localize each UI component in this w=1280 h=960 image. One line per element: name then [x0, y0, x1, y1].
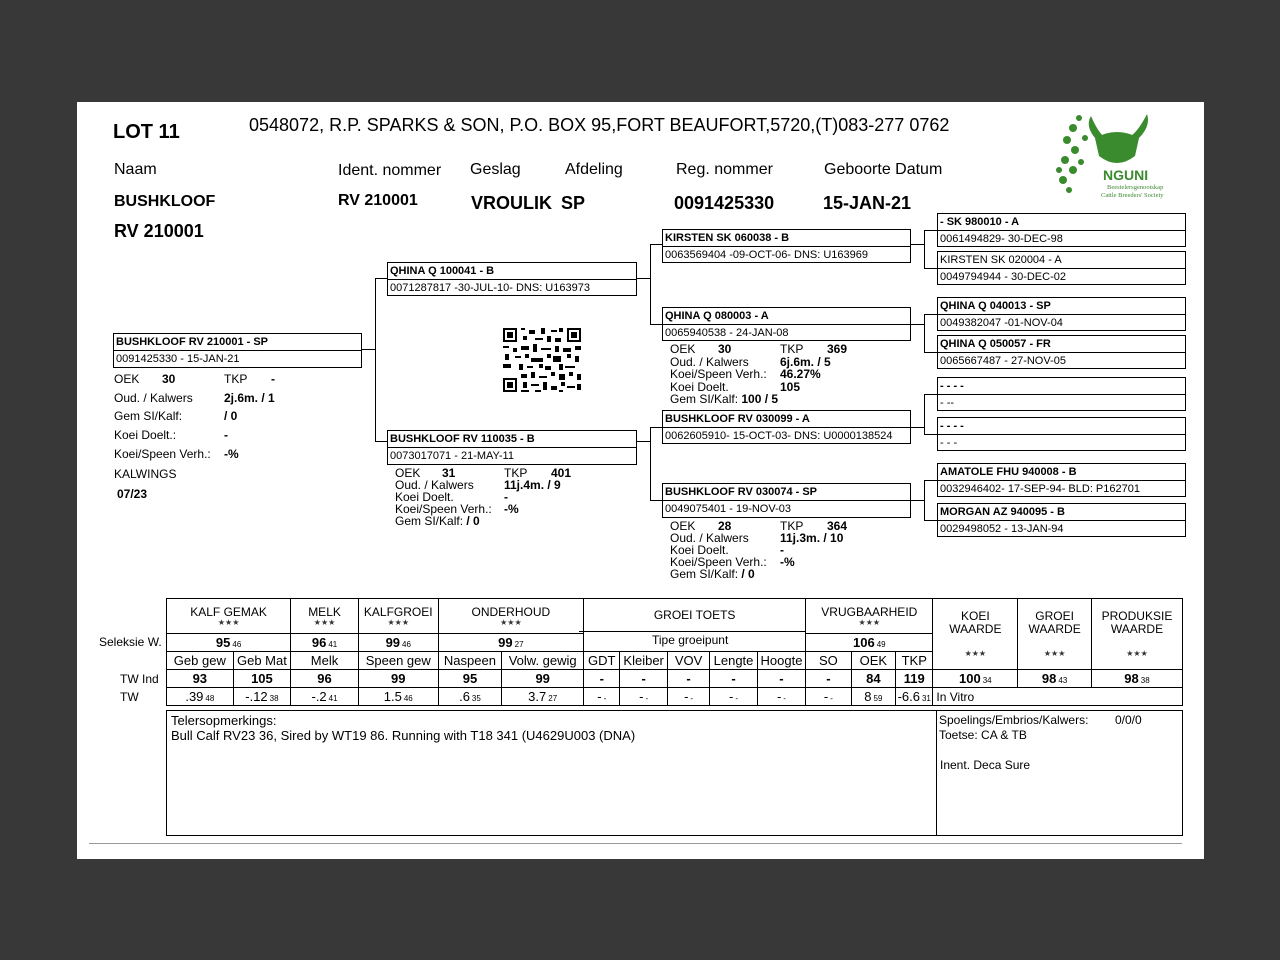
dam-koei-label: Koei Doelt. — [395, 490, 454, 504]
value-dob: 15-JAN-21 — [823, 193, 912, 213]
stars-groei-waarde: ★★★ — [1043, 649, 1066, 658]
embryos-label: Spoelings/Embrios/Kalwers: — [939, 713, 1089, 727]
hdr-groei-waarde-label: GROEI WAARDE — [1028, 609, 1081, 636]
dam-tkp-label: TKP — [504, 466, 528, 480]
dam-detail: 0073017071 - 21-MAY-11 — [390, 450, 514, 462]
tw-cell-0: .39 48 — [167, 688, 234, 706]
label-sex: Geslag — [470, 161, 521, 178]
col-naspeen: Naspeen — [438, 652, 502, 670]
twind-tkp: 119 — [896, 670, 933, 688]
twind-melk: 96 — [291, 670, 359, 688]
tw-cell-2: -.2 41 — [291, 688, 359, 706]
twind-so: - — [806, 670, 851, 688]
dam-speen: -% — [504, 502, 519, 516]
animal-name: BUSHKLOOF RV 210001 - SP — [116, 336, 269, 348]
sire-box — [387, 262, 637, 296]
twind-hoogte: - — [757, 670, 805, 688]
dam-dam-box — [662, 483, 911, 518]
tw-cell-13: -6.6 31 — [896, 688, 933, 706]
dam-gem-label: Gem SI/Kalf: — [395, 514, 464, 528]
sel-onderhoud: 99 27 — [438, 634, 583, 652]
animal-gem-label: Gem SI/Kalf: — [114, 409, 183, 423]
col-melk: Melk — [291, 652, 359, 670]
dam-oud: 11j.4m. / 9 — [504, 478, 561, 492]
tw-cell-10: - - — [757, 688, 805, 706]
label-name: Naam — [114, 161, 157, 178]
qr-code-graphic — [501, 326, 583, 394]
gg-name-4: QHINA Q 050057 - FR — [940, 338, 1051, 350]
dd-koei-label: Koei Doelt. — [670, 543, 729, 557]
hdr-onderhoud-label: ONDERHOUD — [471, 604, 551, 619]
dd-oek: 28 — [718, 519, 732, 533]
gg-detail-5: - -- — [940, 397, 955, 409]
gg-detail-6: - - - — [940, 437, 958, 449]
sd-gem-label: Gem SI/Kalf: — [670, 392, 739, 406]
sd-speen-label: Koei/Speen Verh.: — [670, 367, 767, 381]
animal-oek: 30 — [162, 372, 176, 386]
dd-oek-label: OEK — [670, 519, 696, 533]
hdr-vrugbaarheid-label: VRUGBAARHEID — [821, 604, 918, 619]
gg-box-5 — [937, 377, 1186, 411]
evaluation-table — [166, 598, 1183, 706]
tw-cell-7: - - — [620, 688, 667, 706]
remarks-text: Bull Calf RV23 36, Sired by WT19 86. Running with T18 341 (U4629U003 (DNA) — [171, 728, 636, 743]
gg-detail-2: 0049794944 - 30-DEC-02 — [940, 271, 1066, 283]
tw-label: TW — [120, 690, 139, 704]
koei-waarde-value: 100 34 — [933, 670, 1018, 688]
animal-koei: - — [224, 428, 228, 442]
stars-koei-waarde: ★★★ — [964, 649, 987, 658]
animal-oek-label: OEK — [114, 372, 140, 386]
hdr-groei-toets-label: GROEI TOETS — [653, 608, 736, 622]
col-gdt: GDT — [584, 652, 620, 670]
dam-oek: 31 — [442, 466, 456, 480]
col-hoogte: Hoogte — [757, 652, 805, 670]
tw-cell-6: - - — [584, 688, 620, 706]
tw-cell-3: 1.5 46 — [358, 688, 438, 706]
hdr-onderhoud — [438, 599, 583, 634]
col-vov: VOV — [667, 652, 709, 670]
inent: Inent. Deca Sure — [940, 758, 1031, 772]
gg-box-4 — [937, 335, 1186, 369]
twind-volw-gewig: 99 — [502, 670, 584, 688]
gg-box-8 — [937, 503, 1186, 537]
twind-vov: - — [667, 670, 709, 688]
sd-speen: 46.27% — [780, 367, 821, 381]
hdr-vrugbaarheid — [806, 599, 933, 634]
dam-dam-detail: 0049075401 - 19-NOV-03 — [665, 503, 791, 515]
dam-dam-stats — [670, 519, 848, 581]
label-dob: Geboorte Datum — [824, 161, 943, 178]
tw-cell-11: - - — [806, 688, 851, 706]
dd-speen: -% — [780, 555, 795, 569]
value-ident: RV 210001 — [338, 192, 418, 209]
col-geb-gew: Geb gew — [167, 652, 234, 670]
toetse: Toetse: CA & TB — [939, 728, 1027, 742]
sel-kalfgroei: 99 46 — [358, 634, 438, 652]
groei-waarde-value: 98 43 — [1018, 670, 1092, 688]
dam-speen-label: Koei/Speen Verh.: — [395, 502, 492, 516]
gg-box-2 — [937, 251, 1186, 285]
hdr-melk — [291, 599, 359, 634]
gg-name-3: QHINA Q 040013 - SP — [940, 300, 1051, 312]
col-speen-gew: Speen gew — [358, 652, 438, 670]
gg-detail-4: 0065667487 - 27-NOV-05 — [940, 355, 1066, 367]
dd-tkp-label: TKP — [780, 519, 804, 533]
sire-name: QHINA Q 100041 - B — [390, 265, 495, 277]
sd-gem: 100 / 5 — [741, 392, 779, 406]
sd-koei: 105 — [780, 379, 801, 394]
hdr-melk-label: MELK — [308, 604, 341, 619]
qr-code — [501, 326, 583, 394]
sd-tkp: 369 — [827, 342, 848, 356]
twind-kleiber: - — [620, 670, 667, 688]
animal-oud: 2j.6m. / 1 — [224, 391, 275, 405]
dam-sire-detail: 0062605910- 15-OCT-03- DNS: U0000138524 — [665, 430, 893, 442]
gg-detail-1: 0061494829- 30-DEC-98 — [940, 233, 1063, 245]
tw-ind-row — [167, 670, 1183, 688]
hdr-koei-waarde — [933, 599, 1018, 670]
dd-oud-label: Oud. / Kalwers — [670, 531, 749, 545]
animal-tkp: - — [271, 372, 275, 386]
animal-speen: -% — [224, 447, 239, 461]
dam-tkp: 401 — [551, 466, 572, 480]
dd-gem-label: Gem SI/Kalf: — [670, 567, 739, 581]
animal-koei-label: Koei Doelt.: — [114, 428, 177, 442]
logo-line2: Cattle Breeders' Society — [1101, 192, 1164, 199]
twind-oek: 84 — [851, 670, 895, 688]
lot-sheet — [77, 102, 1204, 859]
stars-melk: ★★★ — [313, 617, 336, 627]
dam-gem: / 0 — [466, 514, 480, 528]
label-ident: Ident. nommer — [338, 162, 442, 179]
tw-cell-9: - - — [710, 688, 757, 706]
sire-sire-box — [662, 229, 911, 263]
stars-produksie-waarde: ★★★ — [1126, 649, 1148, 658]
gg-name-5: - - - - — [940, 380, 964, 392]
sd-koei-label: Koei Doelt. — [670, 379, 729, 394]
stars-vrugbaarheid: ★★★ — [858, 617, 881, 627]
dam-sire-box — [662, 410, 911, 444]
sd-oud: 6j.6m. / 5 — [780, 354, 831, 369]
gg-name-1: - SK 980010 - A — [940, 216, 1020, 228]
hdr-kalf-gemak-label: KALF GEMAK — [190, 604, 267, 619]
hdr-groei-waarde — [1018, 599, 1092, 670]
col-so: SO — [806, 652, 851, 670]
label-section: Afdeling — [565, 161, 623, 178]
gg-detail-3: 0049382047 -01-NOV-04 — [940, 317, 1063, 329]
tw-cell-12: 8 59 — [851, 688, 895, 706]
col-kleiber: Kleiber — [620, 652, 667, 670]
value-name-2: RV 210001 — [114, 221, 204, 241]
sire-sire-detail: 0063569404 -09-OCT-06- DNS: U163969 — [665, 249, 869, 261]
nguni-logo — [1055, 108, 1170, 204]
lot-number: LOT 11 — [113, 121, 180, 143]
hdr-kalf-gemak — [167, 599, 291, 634]
twind-speen-gew: 99 — [358, 670, 438, 688]
animal-speen-label: Koei/Speen Verh.: — [114, 447, 211, 461]
dam-box — [387, 430, 637, 465]
sire-sire-name: KIRSTEN SK 060038 - B — [665, 232, 790, 244]
remarks-box — [166, 710, 1183, 836]
gg-box-3 — [937, 297, 1186, 331]
tw-cell-4: .6 35 — [438, 688, 502, 706]
sire-dam-name: QHINA Q 080003 - A — [665, 310, 769, 322]
dam-koei: - — [504, 490, 508, 504]
sd-oek: 30 — [718, 342, 732, 356]
embryos-value: 0/0/0 — [1115, 713, 1142, 727]
sel-vrugbaarheid: 106 49 — [806, 634, 933, 652]
animal-tkp-label: TKP — [224, 372, 248, 386]
label-reg: Reg. nommer — [676, 161, 773, 178]
hdr-produksie-waarde — [1091, 599, 1182, 670]
gg-box-1 — [937, 213, 1186, 247]
value-reg: 0091425330 — [674, 193, 775, 213]
seleksie-label: Seleksie W. — [99, 635, 162, 649]
value-sex: VROULIK — [471, 193, 552, 213]
twind-geb-gew: 93 — [167, 670, 234, 688]
dam-sire-name: BUSHKLOOF RV 030099 - A — [665, 413, 810, 425]
twind-naspeen: 95 — [438, 670, 502, 688]
dam-oud-label: Oud. / Kalwers — [395, 478, 474, 492]
dd-oud: 11j.3m. / 10 — [780, 531, 844, 545]
animal-oud-label: Oud. / Kalwers — [114, 391, 193, 405]
sd-oek-label: OEK — [670, 342, 696, 356]
col-volw-gewig: Volw. gewig — [502, 652, 584, 670]
remarks-title: Telersopmerkings: — [171, 713, 277, 728]
gg-detail-7: 0032946402- 17-SEP-94- BLD: P162701 — [940, 483, 1140, 495]
tw-ind-label: TW Ind — [120, 672, 159, 686]
in-vitro: In Vitro — [933, 688, 1183, 706]
sel-melk: 96 41 — [291, 634, 359, 652]
dd-speen-label: Koei/Speen Verh.: — [670, 555, 767, 569]
sel-kalf-gemak: 95 46 — [167, 634, 291, 652]
gg-name-7: AMATOLE FHU 940008 - B — [940, 466, 1077, 478]
gg-box-6 — [937, 417, 1186, 451]
animal-box — [113, 333, 362, 368]
dam-stats — [395, 466, 572, 528]
kalwings-label: KALWINGS — [114, 467, 177, 481]
dam-name: BUSHKLOOF RV 110035 - B — [390, 433, 535, 445]
hdr-kalfgroei-label: KALFGROEI — [363, 604, 433, 619]
stars-kalfgroei: ★★★ — [387, 617, 409, 627]
nguni-logo-emblem — [1055, 108, 1170, 204]
tw-cell-5: 3.7 27 — [502, 688, 584, 706]
gg-detail-8: 0029498052 - 13-JAN-94 — [940, 523, 1064, 535]
col-geb-mat: Geb Mat — [233, 652, 291, 670]
sd-oud-label: Oud. / Kalwers — [670, 354, 749, 369]
kalwings-value: 07/23 — [117, 487, 148, 501]
col-tkp: TKP — [896, 652, 933, 670]
gg-box-7 — [937, 463, 1186, 497]
logo-name: NGUNI — [1103, 167, 1149, 183]
dam-dam-name: BUSHKLOOF RV 030074 - SP — [665, 486, 818, 498]
hdr-kalfgroei — [358, 599, 438, 634]
sire-dam-stats — [670, 342, 848, 406]
gg-name-8: MORGAN AZ 940095 - B — [940, 506, 1065, 518]
tw-cell-1: -.12 38 — [233, 688, 291, 706]
animal-gem: / 0 — [224, 409, 238, 423]
sire-dam-detail: 0065940538 - 24-JAN-08 — [665, 327, 789, 339]
twind-geb-mat: 105 — [233, 670, 291, 688]
col-lengte: Lengte — [710, 652, 757, 670]
dd-tkp: 364 — [827, 519, 848, 533]
breeder-line: 0548072, R.P. SPARKS & SON, P.O. BOX 95,FORT BEAUFORT,5720,(T)083-277 0762 — [249, 115, 950, 135]
value-name-1: BUSHKLOOF — [114, 193, 216, 210]
sire-dam-box — [662, 307, 911, 341]
value-section: SP — [561, 193, 586, 213]
twind-gdt: - — [584, 670, 620, 688]
hdr-produksie-waarde-label: PRODUKSIE WAARDE — [1101, 609, 1173, 636]
stars-onderhoud: ★★★ — [500, 617, 522, 627]
col-oek: OEK — [851, 652, 895, 670]
dd-koei: - — [780, 543, 784, 557]
twind-lengte: - — [710, 670, 757, 688]
sd-tkp-label: TKP — [780, 342, 804, 356]
logo-line1: Beestelersgenootskap — [1107, 184, 1164, 191]
gg-name-6: - - - - — [940, 420, 964, 432]
tw-cell-8: - - — [667, 688, 709, 706]
produksie-waarde-value: 98 38 — [1091, 670, 1182, 688]
stars-kalf-gemak: ★★★ — [217, 617, 240, 627]
sire-detail: 0071287817 -30-JUL-10- DNS: U163973 — [390, 282, 590, 294]
tipe-groeipunt: Tipe groeipunt — [652, 633, 729, 647]
dd-gem: / 0 — [741, 567, 755, 581]
gg-name-2: KIRSTEN SK 020004 - A — [940, 254, 1062, 266]
tw-row — [167, 688, 1183, 706]
animal-detail: 0091425330 - 15-JAN-21 — [116, 353, 240, 365]
dam-oek-label: OEK — [395, 466, 421, 480]
hdr-koei-waarde-label: KOEI WAARDE — [949, 609, 1002, 636]
